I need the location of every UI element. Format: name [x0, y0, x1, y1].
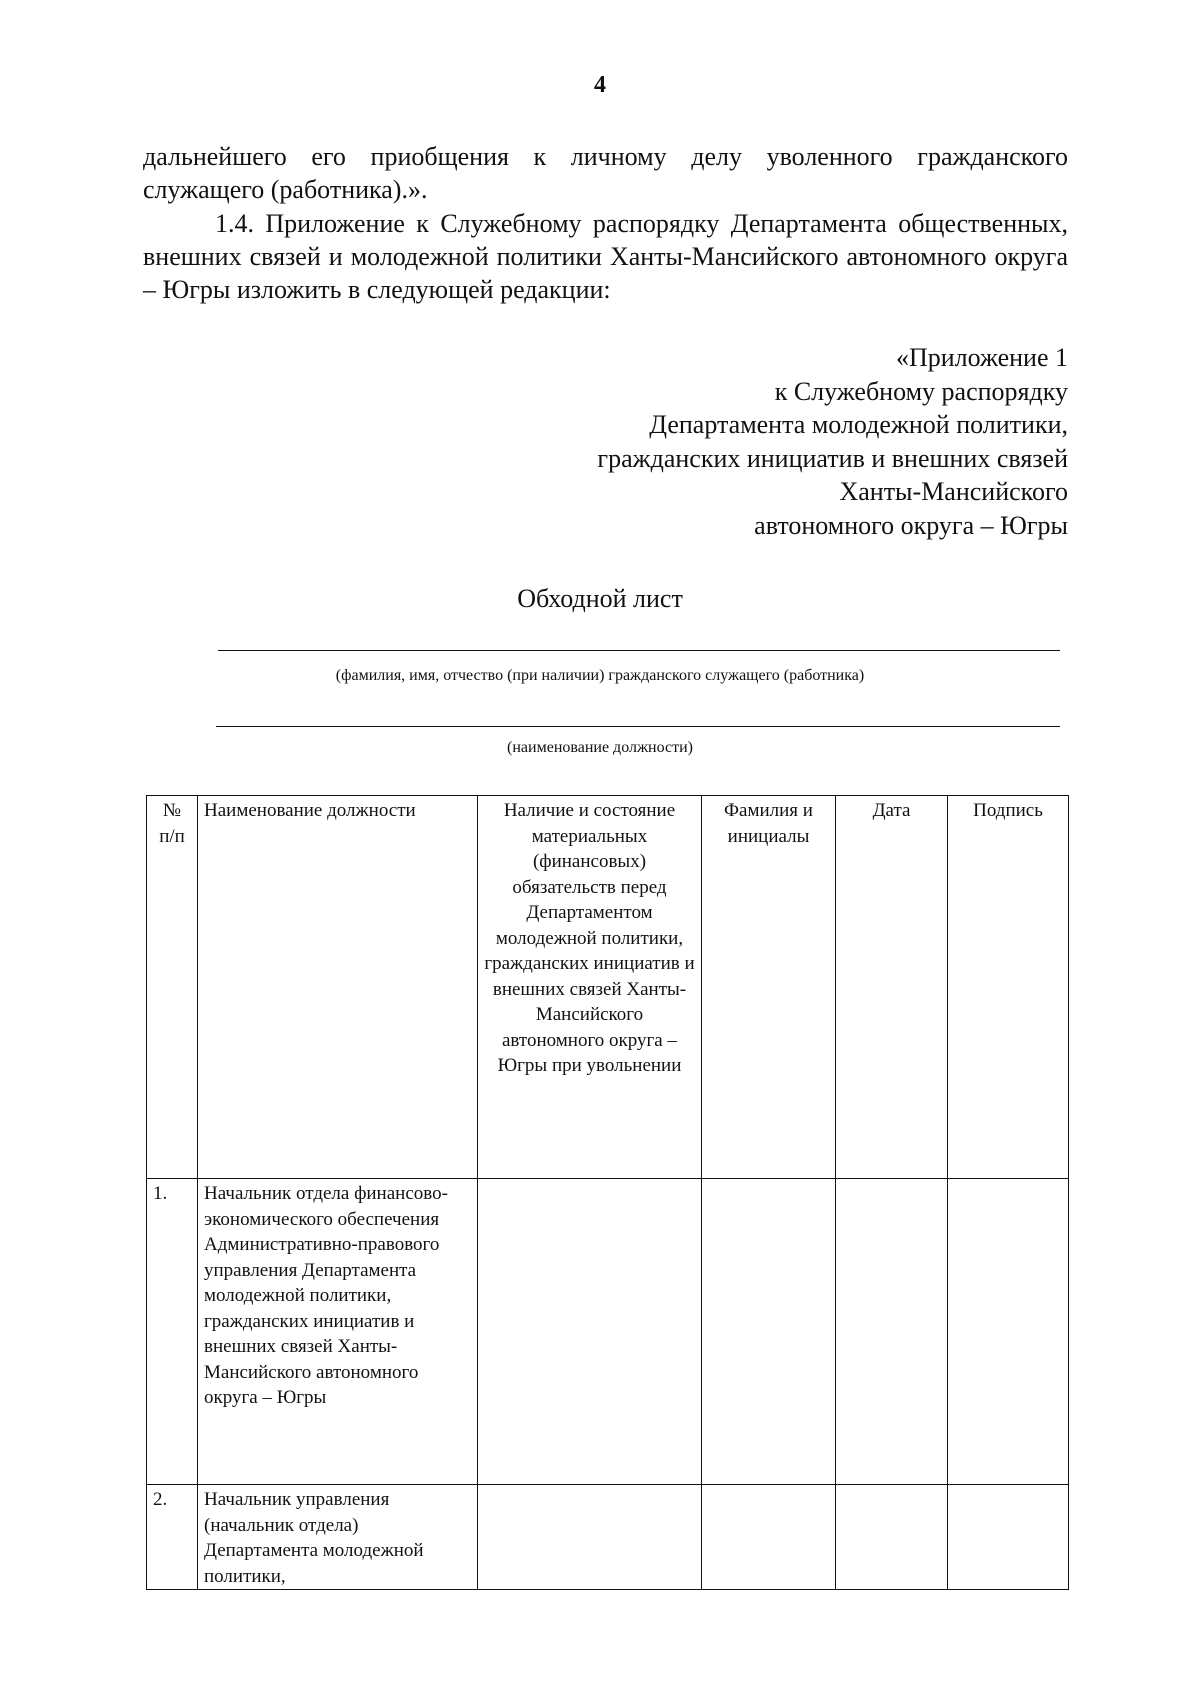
appendix-line: к Служебному распорядку — [774, 376, 1068, 406]
table-row — [147, 1485, 1069, 1590]
position-fill-line — [216, 726, 1060, 727]
row-name-cell[interactable] — [702, 1485, 836, 1590]
row-position: Начальник управления (начальник отдела) Департамента молодежной политики, — [198, 1485, 478, 1590]
row-date-cell[interactable] — [836, 1179, 948, 1485]
paragraph-1-4: 1.4. Приложение к Служебному распорядку Департамента общественных, внешних связей и молодежной политики Ханты-Мансийского автономного округа – Югры изложить в следующей редакции: — [143, 209, 1068, 304]
paragraph-continuation: дальнейшего его приобщения к личному делу уволенного гражданского служащего (работника).». — [143, 142, 1068, 204]
row-date-cell[interactable] — [836, 1485, 948, 1590]
appendix-line: Ханты-Мансийского — [839, 477, 1068, 506]
name-fill-line — [218, 650, 1060, 651]
row-name-cell[interactable] — [702, 1179, 836, 1485]
header-position: Наименование должности — [198, 796, 478, 1179]
appendix-line: гражданских инициатив и внешних связей — [597, 443, 1068, 473]
appendix-header — [597, 341, 1068, 542]
header-number: № п/п — [147, 796, 198, 1179]
appendix-line: Департамента молодежной политики, — [649, 410, 1068, 439]
appendix-line: «Приложение 1 — [895, 343, 1068, 372]
header-obligations: Наличие и состояние материальных (финансовых) обязательств перед Департаментом молодежной политики, гражданских инициатив и внешних связей Ханты-Мансийского автономного округа – Югры при увольнении — [478, 796, 702, 1179]
name-caption: (фамилия, имя, отчество (при наличии) гражданского служащего (работника) — [335, 667, 865, 684]
header-date: Дата — [836, 796, 948, 1179]
row-number: 2. — [147, 1485, 198, 1590]
table-header-row — [147, 796, 1069, 1179]
row-signature-cell[interactable] — [948, 1485, 1069, 1590]
row-obligations-cell[interactable] — [478, 1179, 702, 1485]
table-row — [147, 1179, 1069, 1485]
clearance-table — [146, 795, 1069, 1590]
position-caption: (наименование должности) — [507, 739, 693, 756]
row-position: Начальник отдела финансово-экономического обеспечения Административно-правового управления Департамента молодежной политики, гражданских инициатив и внешних связей Ханты-Мансийского автономного округа – Югры — [198, 1179, 478, 1485]
row-signature-cell[interactable] — [948, 1179, 1069, 1485]
header-signature: Подпись — [948, 796, 1069, 1179]
appendix-line: автономного округа – Югры — [754, 510, 1068, 540]
row-obligations-cell[interactable] — [478, 1485, 702, 1590]
row-number: 1. — [147, 1179, 198, 1485]
form-title: Обходной лист — [517, 584, 683, 613]
header-name: Фамилия и инициалы — [702, 796, 836, 1179]
page-number: 4 — [594, 72, 606, 98]
